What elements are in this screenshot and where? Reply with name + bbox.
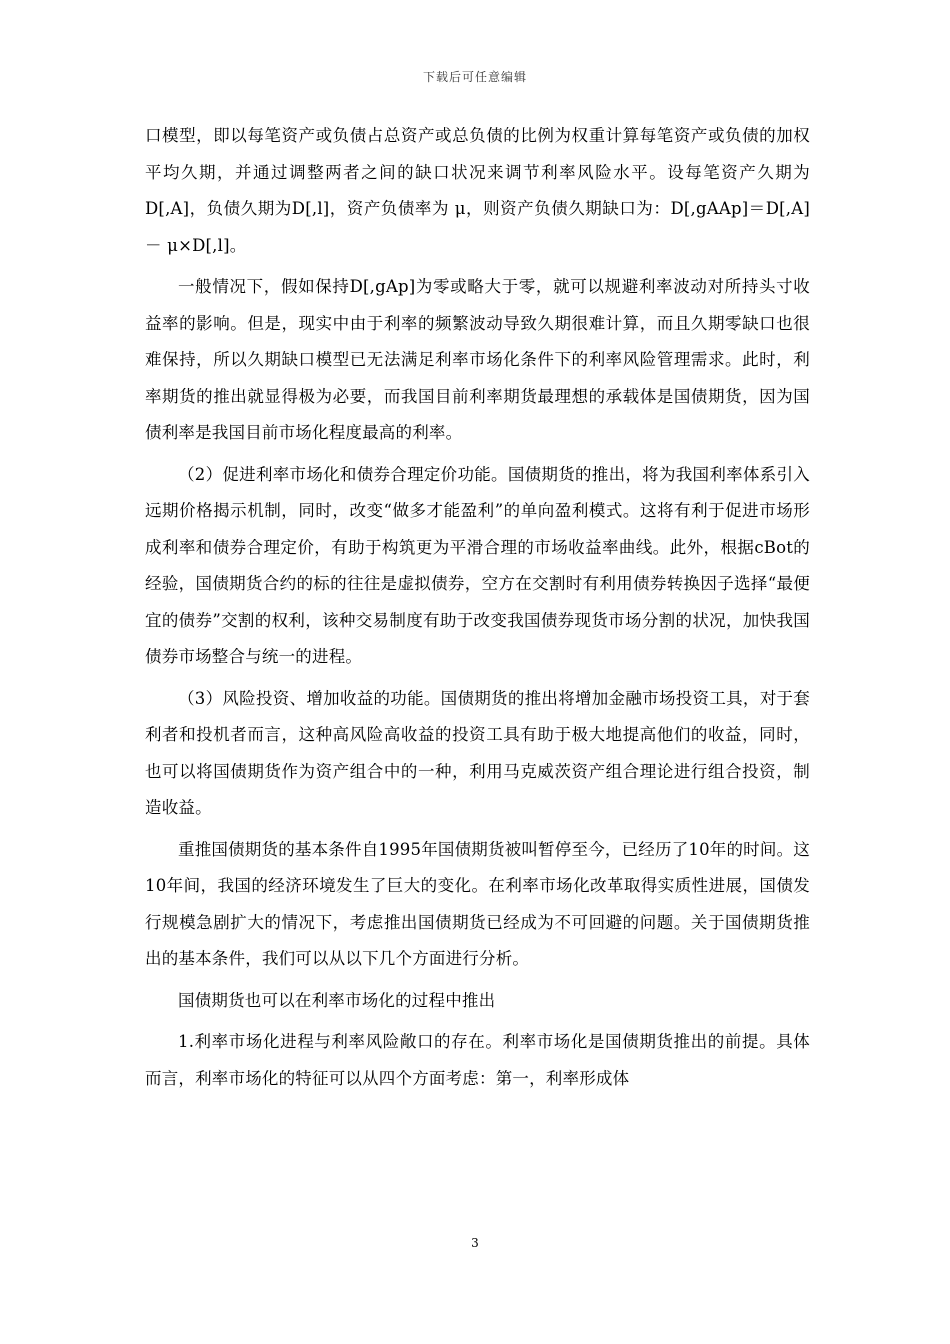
page-header: 下载后可任意编辑: [422, 70, 527, 84]
paragraph-risk-investment: （3）风险投资、增加收益的功能。国债期货的推出将增加金融市场投资工具，对于套利者和投机者而言，这种高风险高收益的投资工具有助于极大地提高他们的收益，同时，也可以将国债期货作为资产组合中的一种，利用马克威茨资产组合理论进行组合投资，制造收益。: [145, 688, 810, 817]
paragraph-pricing-function: （2）促进利率市场化和债券合理定价功能。国债期货的推出，将为我国利率体系引入远期价格揭示机制，同时，改变“做多才能盈利”的单向盈利模式。这将有利于促进市场形成利率和债券合理定价，有助于构筑更为平滑合理的市场收益率曲线。此外，根据cBot的经验，国债期货合约的标的往往是虚拟债券，空方在交割时有利用债券转换因子选择“最便宜的债券”交割的权利，该种交易制度有助于改变我国债券现货市场分割的状况，加快我国债券市场整合与统一的进程。: [145, 464, 810, 666]
page-number: 3: [471, 1236, 479, 1250]
paragraph-section-heading: 国债期货也可以在利率市场化的过程中推出: [178, 990, 496, 1010]
paragraph-general-situation: 一般情况下，假如保持D[,gAp]为零或略大于零，就可以规避利率波动对所持头寸收益率的影响。但是，现实中由于利率的频繁波动导致久期很难计算，而且久期零缺口也很难保持，所以久期缺口模型已无法满足利率市场化条件下的利率风险管理需求。此时，利率期货的推出就显得极为必要，而我国目前利率期货最理想的承载体是国债期货，因为国债利率是我国目前市场化程度最高的利率。: [145, 277, 810, 442]
paragraph-duration-gap-model: 口模型，即以每笔资产或负债占总资产或总负债的比例为权重计算每笔资产或负债的加权平均久期，并通过调整两者之间的缺口状况来调节利率风险水平。设每笔资产久期为D[,A]，负债久期为D[,l]，资产负债率为 μ，则资产负债久期缺口为：D[,gAAp]＝D[,A]－ μ×D[,l]。: [145, 126, 810, 255]
paragraph-rate-marketization: 1.利率市场化进程与利率风险敞口的存在。利率市场化是国债期货推出的前提。具体而言，利率市场化的特征可以从四个方面考虑：第一，利率形成体: [145, 1032, 810, 1088]
paragraph-basic-conditions: 重推国债期货的基本条件自1995年国债期货被叫暂停至今，已经历了10年的时间。这10年间，我国的经济环境发生了巨大的变化。在利率市场化改革取得实质性进展，国债发行规模急剧扩大的情况下，考虑推出国债期货已经成为不可回避的问题。关于国债期货推出的基本条件，我们可以从以下几个方面进行分析。: [145, 839, 810, 968]
document-body: [145, 118, 810, 1102]
